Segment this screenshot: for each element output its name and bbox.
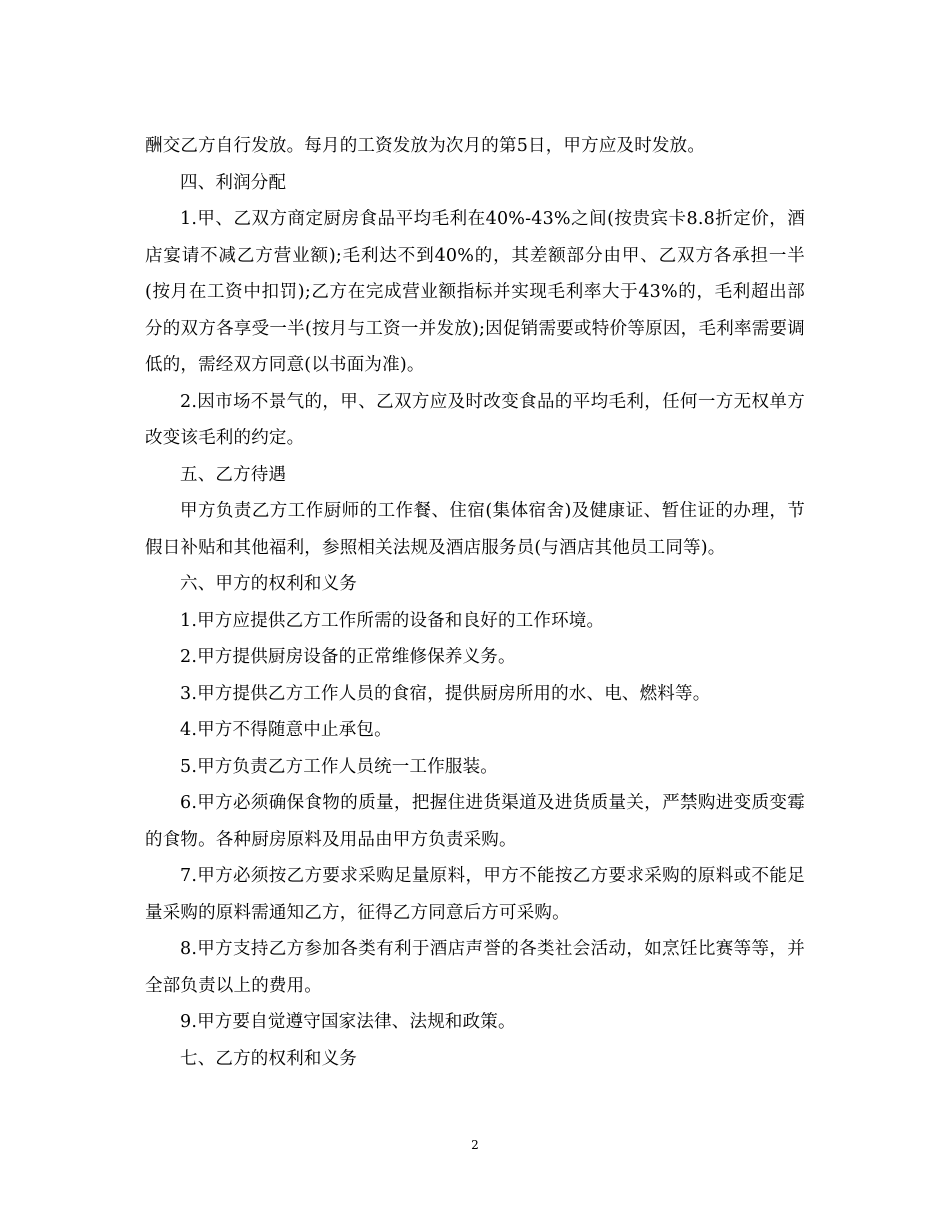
paragraph-profit-item-2: 2.因市场不景气的，甲、乙双方应及时改变食品的平均毛利，任何一方无权单方改变该毛利的约定。 xyxy=(145,391,805,448)
paragraph-party-a-item-4: 4.甲方不得随意中止承包。 xyxy=(180,720,392,740)
paragraph-party-a-item-6: 6.甲方必须确保食物的质量，把握住进货渠道及进货质量关，严禁购进变质变霉的食物。各种厨房原料及用品由甲方负责采购。 xyxy=(145,793,805,850)
paragraph-salary-continuation: 酬交乙方自行发放。每月的工资发放为次月的第5日，甲方应及时发放。 xyxy=(145,136,706,156)
paragraph-party-a-item-1: 1.甲方应提供乙方工作所需的设备和良好的工作环境。 xyxy=(180,610,605,631)
section-heading-party-b-rights: 七、乙方的权利和义务 xyxy=(180,1048,357,1069)
document-body xyxy=(145,128,805,1077)
paragraph-profit-item-1: 1.甲、乙双方商定厨房食品平均毛利在40%-43%之间(按贵宾卡8.8折定价，酒店宴请不减乙方营业额);毛利达不到40%的，其差额部分由甲、乙双方各承担一半(按月在工资中扣罚);乙方在完成营业额指标并实现毛利率大于43%的，毛利超出部分的双方各享受一半(按月与工资一并发放);因促销需要或特价等原因，毛利率需要调低的，需经双方同意(以书面为准)。 xyxy=(145,209,805,375)
paragraph-party-b-benefits: 甲方负责乙方工作厨师的工作餐、住宿(集体宿舍)及健康证、暂住证的办理，节假日补贴和其他福利，参照相关法规及酒店服务员(与酒店其他员工同等)。 xyxy=(145,501,805,558)
section-heading-party-a-rights: 六、甲方的权利和义务 xyxy=(180,574,357,594)
section-heading-party-b-benefits: 五、乙方待遇 xyxy=(180,464,287,485)
paragraph-party-a-item-7: 7.甲方必须按乙方要求采购足量原料，甲方不能按乙方要求采购的原料或不能足量采购的原料需通知乙方，征得乙方同意后方可采购。 xyxy=(145,866,805,923)
paragraph-party-a-item-2: 2.甲方提供厨房设备的正常维修保养义务。 xyxy=(180,647,516,667)
paragraph-party-a-item-8: 8.甲方支持乙方参加各类有利于酒店声誉的各类社会活动，如烹饪比赛等等，并全部负责以上的费用。 xyxy=(145,939,805,996)
section-heading-profit-distribution: 四、利润分配 xyxy=(180,172,287,193)
paragraph-party-a-item-5: 5.甲方负责乙方工作人员统一工作服装。 xyxy=(180,756,498,777)
paragraph-party-a-item-3: 3.甲方提供乙方工作人员的食宿，提供厨房所用的水、电、燃料等。 xyxy=(180,683,711,704)
paragraph-party-a-item-9: 9.甲方要自觉遵守国家法律、法规和政策。 xyxy=(180,1012,516,1032)
page-number: 2 xyxy=(471,1138,479,1152)
